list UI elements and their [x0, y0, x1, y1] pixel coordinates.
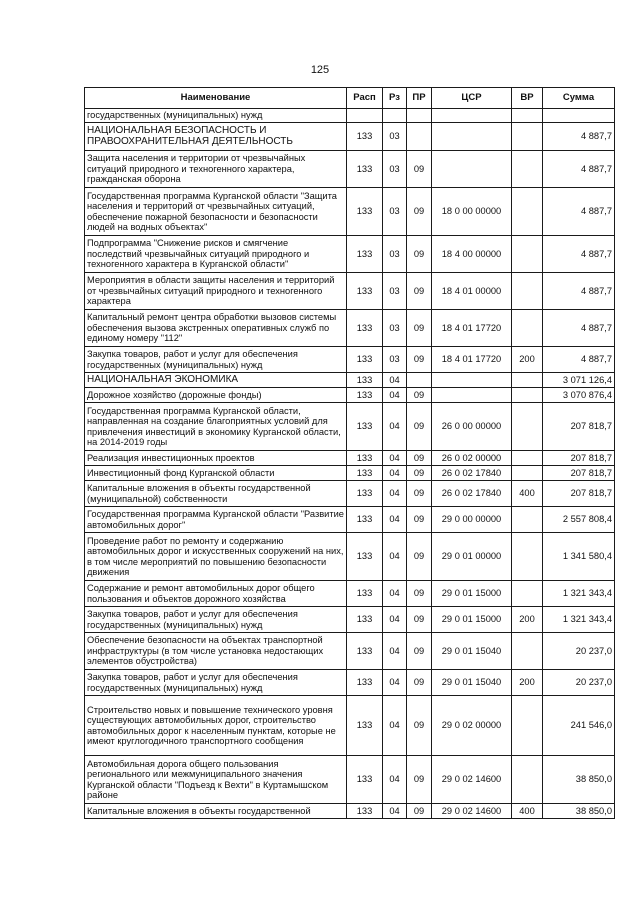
header-rz: Рз	[383, 88, 407, 109]
row-csr: 18 4 01 00000	[432, 273, 512, 310]
table-row	[85, 670, 615, 696]
table-row	[85, 633, 615, 670]
row-vr	[512, 533, 543, 581]
row-rz: 03	[383, 123, 407, 151]
row-sum: 2 557 808,4	[543, 507, 615, 533]
row-rz: 03	[383, 273, 407, 310]
row-csr: 26 0 02 17840	[432, 481, 512, 507]
row-csr: 26 0 00 00000	[432, 403, 512, 451]
row-name: Автомобильная дорога общего пользования регионального или межмуниципального значения Курганской области "Подъезд к Вехти" в Куртамышском районе	[85, 756, 347, 804]
row-name: Государственная программа Курганской области "Развитие автомобильных дорог"	[85, 507, 347, 533]
row-sum: 3 071 126,4	[543, 373, 615, 388]
table-row	[85, 273, 615, 310]
row-name: НАЦИОНАЛЬНАЯ БЕЗОПАСНОСТЬ И ПРАВООХРАНИТЕЛЬНАЯ ДЕЯТЕЛЬНОСТЬ	[85, 123, 347, 151]
row-rasp: 133	[347, 696, 383, 756]
row-pr: 09	[407, 696, 432, 756]
row-vr	[512, 696, 543, 756]
row-rasp: 133	[347, 347, 383, 373]
row-rasp: 133	[347, 670, 383, 696]
row-name: Закупка товаров, работ и услуг для обеспечения государственных (муниципальных) нужд	[85, 670, 347, 696]
row-name: Капитальный ремонт центра обработки вызовов системы обеспечения вызова экстренных оперативных служб по единому номеру "112"	[85, 310, 347, 347]
row-csr: 18 4 00 00000	[432, 236, 512, 273]
row-rz: 03	[383, 151, 407, 188]
table-header-row	[85, 88, 615, 109]
row-vr: 400	[512, 481, 543, 507]
row-rz: 04	[383, 466, 407, 481]
row-rasp: 133	[347, 804, 383, 819]
row-pr: 09	[407, 236, 432, 273]
row-rasp: 133	[347, 466, 383, 481]
row-sum: 4 887,7	[543, 123, 615, 151]
row-sum: 4 887,7	[543, 151, 615, 188]
row-rasp	[347, 109, 383, 123]
row-sum: 207 818,7	[543, 466, 615, 481]
row-rz: 04	[383, 403, 407, 451]
row-rz: 04	[383, 507, 407, 533]
row-sum: 1 321 343,4	[543, 581, 615, 607]
row-pr: 09	[407, 581, 432, 607]
row-pr: 09	[407, 347, 432, 373]
row-rasp: 133	[347, 236, 383, 273]
table-row	[85, 533, 615, 581]
row-rasp: 133	[347, 388, 383, 403]
row-rasp: 133	[347, 151, 383, 188]
row-pr: 09	[407, 633, 432, 670]
row-rasp: 133	[347, 188, 383, 236]
row-name: Проведение работ по ремонту и содержанию автомобильных дорог и искусственных сооружений на них, в том числе мероприятий по повышению безопасности движения	[85, 533, 347, 581]
row-vr: 200	[512, 670, 543, 696]
row-pr: 09	[407, 403, 432, 451]
row-rasp: 133	[347, 533, 383, 581]
row-name: Подпрограмма "Снижение рисков и смягчение последствий чрезвычайных ситуаций природного и техногенного характера в Курганской области"	[85, 236, 347, 273]
row-pr: 09	[407, 481, 432, 507]
row-rz: 04	[383, 756, 407, 804]
row-sum: 241 546,0	[543, 696, 615, 756]
row-sum: 207 818,7	[543, 481, 615, 507]
row-sum: 207 818,7	[543, 451, 615, 466]
row-name: Инвестиционный фонд Курганской области	[85, 466, 347, 481]
table-row	[85, 236, 615, 273]
table-row	[85, 481, 615, 507]
row-sum: 1 341 580,4	[543, 533, 615, 581]
row-vr	[512, 188, 543, 236]
row-sum: 38 850,0	[543, 756, 615, 804]
row-rasp: 133	[347, 403, 383, 451]
row-rz: 04	[383, 804, 407, 819]
header-csr: ЦСР	[432, 88, 512, 109]
row-rasp: 133	[347, 481, 383, 507]
table-row	[85, 581, 615, 607]
table-row	[85, 109, 615, 123]
table-row	[85, 607, 615, 633]
row-csr: 29 0 01 15000	[432, 607, 512, 633]
row-vr	[512, 123, 543, 151]
row-vr	[512, 273, 543, 310]
row-pr: 09	[407, 507, 432, 533]
table-row	[85, 804, 615, 819]
row-sum: 38 850,0	[543, 804, 615, 819]
row-rz: 03	[383, 347, 407, 373]
table-row	[85, 696, 615, 756]
row-vr	[512, 507, 543, 533]
row-vr	[512, 403, 543, 451]
row-sum: 207 818,7	[543, 403, 615, 451]
row-vr	[512, 310, 543, 347]
row-vr	[512, 466, 543, 481]
row-pr: 09	[407, 533, 432, 581]
row-name: Реализация инвестиционных проектов	[85, 451, 347, 466]
row-name: Государственная программа Курганской области, направленная на создание благоприятных условий для привлечения инвестиций в экономику Курганской области, на 2014-2019 годы	[85, 403, 347, 451]
row-rz: 04	[383, 481, 407, 507]
row-pr: 09	[407, 804, 432, 819]
header-pr: ПР	[407, 88, 432, 109]
row-name: Закупка товаров, работ и услуг для обеспечения государственных (муниципальных) нужд	[85, 607, 347, 633]
row-csr: 26 0 02 00000	[432, 451, 512, 466]
header-name: Наименование	[85, 88, 347, 109]
row-pr: 09	[407, 466, 432, 481]
row-vr: 200	[512, 607, 543, 633]
row-rasp: 133	[347, 451, 383, 466]
row-rasp: 133	[347, 507, 383, 533]
row-name: Защита населения и территории от чрезвычайных ситуаций природного и техногенного характера, гражданская оборона	[85, 151, 347, 188]
row-sum: 20 237,0	[543, 670, 615, 696]
row-name: государственных (муниципальных) нужд	[85, 109, 347, 123]
row-csr: 29 0 01 15040	[432, 633, 512, 670]
row-sum: 20 237,0	[543, 633, 615, 670]
row-vr	[512, 236, 543, 273]
row-vr	[512, 451, 543, 466]
row-vr	[512, 388, 543, 403]
row-rasp: 133	[347, 310, 383, 347]
row-csr: 29 0 02 00000	[432, 696, 512, 756]
header-vr: ВР	[512, 88, 543, 109]
row-rz	[383, 109, 407, 123]
row-csr: 26 0 02 17840	[432, 466, 512, 481]
row-name: Капитальные вложения в объекты государственной (муниципальной) собственности	[85, 481, 347, 507]
table-row	[85, 188, 615, 236]
row-pr: 09	[407, 151, 432, 188]
row-pr: 09	[407, 451, 432, 466]
row-csr	[432, 373, 512, 388]
table-row	[85, 403, 615, 451]
table-row	[85, 388, 615, 403]
row-sum: 1 321 343,4	[543, 607, 615, 633]
row-csr	[432, 123, 512, 151]
row-vr: 400	[512, 804, 543, 819]
table-row	[85, 373, 615, 388]
row-sum: 4 887,7	[543, 347, 615, 373]
row-rz: 03	[383, 188, 407, 236]
row-vr	[512, 581, 543, 607]
row-csr: 29 0 00 00000	[432, 507, 512, 533]
row-sum: 4 887,7	[543, 188, 615, 236]
row-name: НАЦИОНАЛЬНАЯ ЭКОНОМИКА	[85, 373, 347, 388]
row-sum: 4 887,7	[543, 236, 615, 273]
table-row	[85, 756, 615, 804]
table-row	[85, 123, 615, 151]
row-sum: 4 887,7	[543, 273, 615, 310]
row-vr: 200	[512, 347, 543, 373]
row-pr: 09	[407, 273, 432, 310]
row-rasp: 133	[347, 273, 383, 310]
row-csr	[432, 151, 512, 188]
page-number: 125	[310, 64, 330, 76]
row-csr: 18 0 00 00000	[432, 188, 512, 236]
row-rasp: 133	[347, 123, 383, 151]
row-vr	[512, 633, 543, 670]
row-vr	[512, 756, 543, 804]
row-rz: 03	[383, 310, 407, 347]
row-pr	[407, 109, 432, 123]
row-name: Закупка товаров, работ и услуг для обеспечения государственных (муниципальных) нужд	[85, 347, 347, 373]
row-name: Содержание и ремонт автомобильных дорог общего пользования и объектов дорожного хозяйства	[85, 581, 347, 607]
row-vr	[512, 373, 543, 388]
table-row	[85, 347, 615, 373]
row-sum	[543, 109, 615, 123]
row-name: Обеспечение безопасности на объектах транспортной инфраструктуры (в том числе установка недостающих элементов обустройства)	[85, 633, 347, 670]
row-rz: 03	[383, 236, 407, 273]
row-rz: 04	[383, 633, 407, 670]
row-pr	[407, 373, 432, 388]
row-sum: 3 070 876,4	[543, 388, 615, 403]
table-row	[85, 151, 615, 188]
row-rasp: 133	[347, 581, 383, 607]
row-rz: 04	[383, 451, 407, 466]
header-sum: Сумма	[543, 88, 615, 109]
row-rasp: 133	[347, 373, 383, 388]
row-pr: 09	[407, 670, 432, 696]
row-csr: 29 0 02 14600	[432, 804, 512, 819]
row-pr: 09	[407, 756, 432, 804]
row-rz: 04	[383, 373, 407, 388]
row-rz: 04	[383, 581, 407, 607]
row-sum: 4 887,7	[543, 310, 615, 347]
table-row	[85, 466, 615, 481]
row-csr: 29 0 02 14600	[432, 756, 512, 804]
row-name: Государственная программа Курганской области "Защита населения и территорий от чрезвычайных ситуаций, обеспечение пожарной безопасности и безопасности людей на водных объектах"	[85, 188, 347, 236]
row-rz: 04	[383, 533, 407, 581]
row-name: Мероприятия в области защиты населения и территорий от чрезвычайных ситуаций природного и техногенного характера	[85, 273, 347, 310]
row-pr: 09	[407, 607, 432, 633]
row-csr: 29 0 01 00000	[432, 533, 512, 581]
row-rz: 04	[383, 670, 407, 696]
row-rz: 04	[383, 607, 407, 633]
row-pr: 09	[407, 310, 432, 347]
table-row	[85, 310, 615, 347]
row-csr: 29 0 01 15040	[432, 670, 512, 696]
row-pr: 09	[407, 188, 432, 236]
row-csr	[432, 388, 512, 403]
row-csr	[432, 109, 512, 123]
row-rz: 04	[383, 388, 407, 403]
row-csr: 18 4 01 17720	[432, 347, 512, 373]
table-row	[85, 451, 615, 466]
row-rasp: 133	[347, 756, 383, 804]
row-vr	[512, 109, 543, 123]
row-csr: 29 0 01 15000	[432, 581, 512, 607]
row-rz: 04	[383, 696, 407, 756]
row-rasp: 133	[347, 607, 383, 633]
row-csr: 18 4 01 17720	[432, 310, 512, 347]
row-pr: 09	[407, 388, 432, 403]
row-rasp: 133	[347, 633, 383, 670]
row-name: Капитальные вложения в объекты государственной	[85, 804, 347, 819]
row-name: Дорожное хозяйство (дорожные фонды)	[85, 388, 347, 403]
budget-table	[84, 87, 615, 819]
row-vr	[512, 151, 543, 188]
row-name: Строительство новых и повышение технического уровня существующих автомобильных дорог, строительство автомобильных дорог к населенным пунктам, которые не имеют круглогодичного транспортного сообщения	[85, 696, 347, 756]
header-rasp: Расп	[347, 88, 383, 109]
table-row	[85, 507, 615, 533]
row-pr	[407, 123, 432, 151]
